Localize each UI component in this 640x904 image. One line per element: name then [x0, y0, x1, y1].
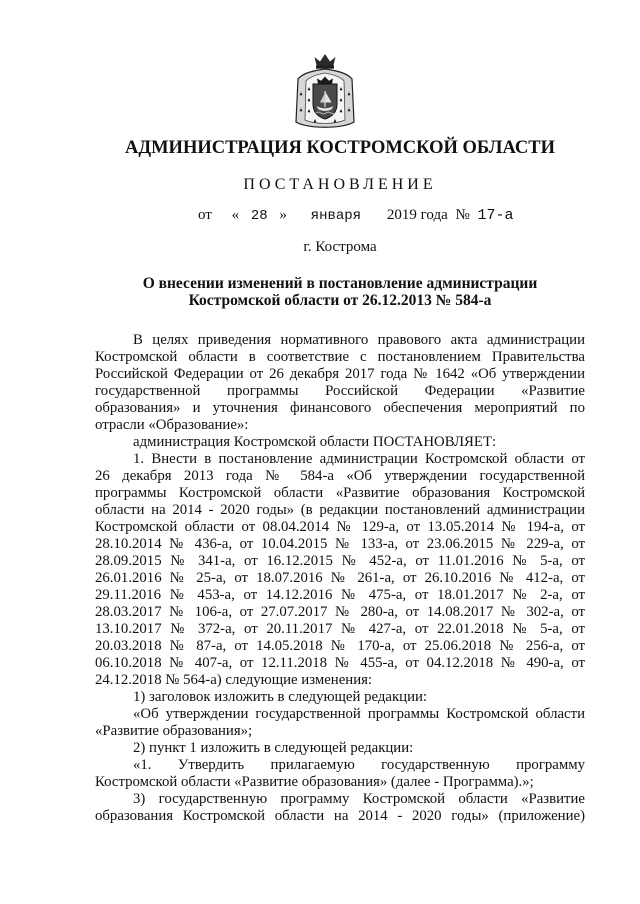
body-line: 1. Внести в постановление администрации Костромской области от	[133, 451, 585, 467]
body-line: «1. Утвердить прилагаемую государственную программу	[133, 757, 585, 773]
date-prefix: от	[198, 207, 212, 223]
body-line: 20.03.2018 № 87-а, от 14.05.2018 № 170-а, от 25.06.2018 № 256-а, от	[95, 638, 585, 654]
body-line: 3) государственную программу Костромской области «Развитие	[133, 791, 585, 807]
body-line: 06.10.2018 № 407-а, от 12.11.2018 № 455-а, от 04.12.2018 № 490-а, от	[95, 655, 585, 671]
body-line: государственной программы Российской Федерации «Развитие	[95, 383, 585, 399]
body-line: Российской Федерации от 26 декабря 2017 года № 1642 «Об утверждении	[95, 366, 585, 382]
document-subject	[95, 275, 585, 309]
body-line: 26.01.2016 № 25-а, от 18.07.2016 № 261-а, от 26.10.2016 № 412-а, от	[95, 570, 585, 586]
subject-line: О внесении изменений в постановление администрации	[142, 275, 538, 292]
subject-line: Костромской области от 26.12.2013 № 584-а	[188, 292, 492, 309]
body-line: 24.12.2018 № 564-а) следующие изменения:	[95, 672, 373, 688]
body-paragraph	[95, 791, 585, 825]
date-month: января	[310, 208, 362, 224]
coat-of-arms-icon	[293, 52, 357, 132]
body-line: образования» и уточнения финансового обеспечения мероприятий по	[95, 400, 585, 416]
document-type-heading: ПОСТАНОВЛЕНИЕ	[243, 176, 437, 193]
body-line: 2) пункт 1 изложить в следующей редакции:	[133, 740, 414, 756]
body-paragraph	[95, 706, 585, 740]
body-line: области на 2014 - 2020 годы» (в редакции постановлений администрации	[95, 502, 585, 518]
decree-number: 17-а	[477, 207, 514, 224]
body-paragraph	[95, 451, 585, 689]
body-line: 13.10.2017 № 372-а, от 20.11.2017 № 427-а, от 22.01.2018 № 5-а, от	[95, 621, 585, 637]
body-line: 28.03.2017 № 106-а, от 27.07.2017 № 280-а, от 14.08.2017 № 302-а, от	[95, 604, 585, 620]
body-line: администрация Костромской области ПОСТАНОВЛЯЕТ:	[133, 434, 497, 450]
body-line: Костромской области от 08.04.2014 № 129-а, от 13.05.2014 № 194-а, от	[95, 519, 585, 535]
body-line: 28.10.2014 № 436-а, от 10.04.2015 № 133-а, от 23.06.2015 № 229-а, от	[95, 536, 585, 552]
body-paragraph	[95, 740, 585, 757]
organization-title: АДМИНИСТРАЦИЯ КОСТРОМСКОЙ ОБЛАСТИ	[125, 138, 555, 158]
body-line: Костромской области «Развитие образования» (далее - Программа).»;	[95, 774, 534, 790]
body-line: Костромской области в соответствие с постановлением Правительства	[95, 349, 585, 365]
body-paragraph	[95, 332, 585, 434]
body-line: В целях приведения нормативного правового акта администрации	[133, 332, 585, 348]
body-line: 28.09.2015 № 341-а, от 16.12.2015 № 452-а, от 11.01.2016 № 5-а, от	[95, 553, 585, 569]
body-paragraph	[95, 689, 585, 706]
body-line: отрасли «Образование»:	[95, 417, 249, 433]
date-quote-open: «	[231, 207, 240, 223]
body-line: образования Костромской области на 2014 - 2020 годы» (приложение)	[95, 808, 585, 824]
body-line: «Развитие образования»;	[95, 723, 253, 739]
number-sign: №	[455, 207, 470, 223]
body-line: 29.11.2016 № 453-а, от 14.12.2016 № 475-а, от 18.01.2017 № 2-а, от	[95, 587, 585, 603]
date-day: 28	[250, 208, 268, 224]
decree-date-number	[198, 206, 514, 225]
body-line: 26 декабря 2013 года № 584-а «Об утверждении государственной	[95, 468, 585, 484]
body-paragraph	[95, 757, 585, 791]
body-line: 1) заголовок изложить в следующей редакции:	[133, 689, 428, 705]
body-text	[95, 332, 585, 825]
body-line: «Об утверждении государственной программы Костромской области	[133, 706, 585, 722]
date-year: 2019 года	[386, 207, 448, 223]
body-line: программы Костромской области «Развитие образования Костромской	[95, 485, 585, 501]
city-name: г. Кострома	[303, 239, 377, 255]
body-paragraph	[95, 434, 585, 451]
date-quote-close: »	[279, 207, 287, 223]
